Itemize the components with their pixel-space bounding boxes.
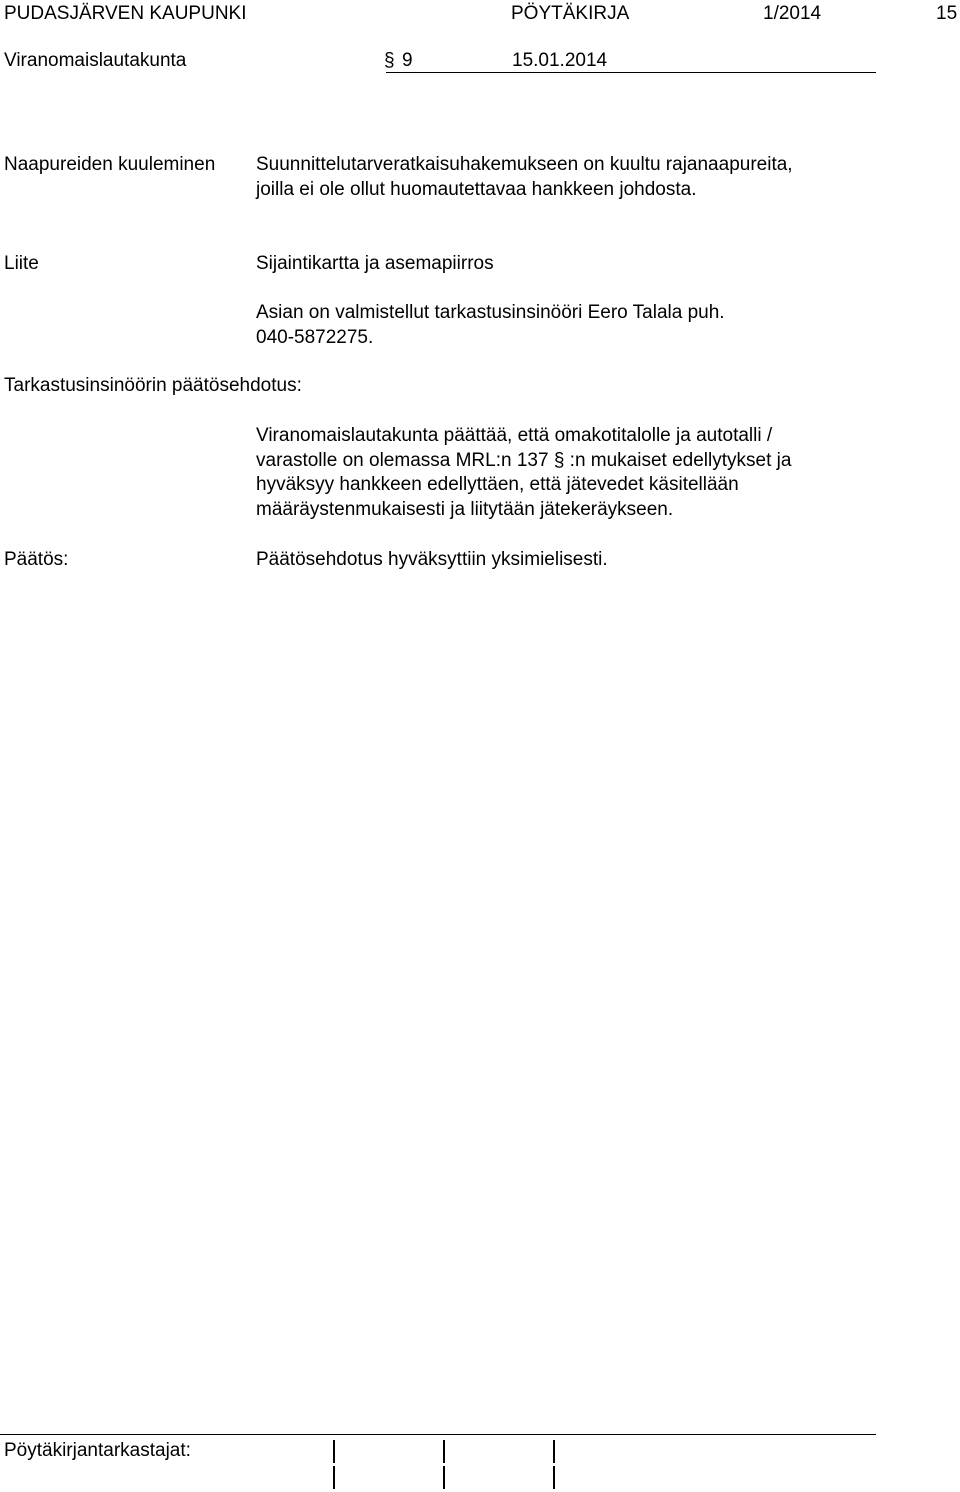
signature-line	[553, 1466, 555, 1489]
header-rule	[386, 72, 876, 73]
preparer-line: Asian on valmistellut tarkastusinsinööri Eero Talala puh.	[256, 302, 725, 323]
preparer-paragraph	[256, 301, 725, 350]
neighbors-paragraph	[256, 153, 793, 202]
proposal-line: hyväksyy hankkeen edellyttäen, että jätevedet käsitellään	[256, 474, 739, 495]
decision-label: Päätös:	[4, 549, 69, 570]
organization-name: PUDASJÄRVEN KAUPUNKI	[4, 3, 247, 24]
signature-line	[443, 1440, 445, 1463]
document-type: PÖYTÄKIRJA	[511, 3, 630, 24]
footer-rule	[0, 1434, 876, 1435]
neighbors-line: joilla ei ole ollut huomautettavaa hankkeen johdosta.	[256, 178, 697, 200]
signature-line	[553, 1440, 555, 1463]
decision-text: Päätösehdotus hyväksyttiin yksimielisesti.	[256, 549, 608, 570]
signature-line	[333, 1466, 335, 1489]
proposal-line: varastolle on olemassa MRL:n 137 § :n mukaiset edellytykset ja	[256, 449, 792, 471]
meeting-date: 15.01.2014	[512, 50, 608, 71]
section-symbol: §	[384, 50, 395, 71]
neighbors-label: Naapureiden kuuleminen	[4, 154, 216, 175]
page-number: 15	[936, 3, 958, 24]
signature-line	[443, 1466, 445, 1489]
attachment-text: Sijaintikartta ja asemapiirros	[256, 253, 494, 274]
reviewers-label: Pöytäkirjantarkastajat:	[4, 1440, 191, 1461]
neighbors-line: Suunnittelutarveratkaisuhakemukseen on kuultu rajanaapureita,	[256, 154, 793, 175]
document-number: 1/2014	[763, 3, 822, 24]
proposal-line: määräystenmukaisesti ja liitytään jätekeräykseen.	[256, 498, 674, 520]
proposal-paragraph	[256, 424, 791, 522]
signature-line	[333, 1440, 335, 1463]
preparer-line: 040-5872275.	[256, 326, 374, 348]
proposal-line: Viranomaislautakunta päättää, että omakotitalolle ja autotalli /	[256, 425, 773, 446]
section-number: 9	[402, 50, 413, 71]
attachment-label: Liite	[4, 253, 39, 274]
proposal-label: Tarkastusinsinöörin päätösehdotus:	[4, 375, 302, 396]
board-name: Viranomaislautakunta	[4, 50, 187, 71]
